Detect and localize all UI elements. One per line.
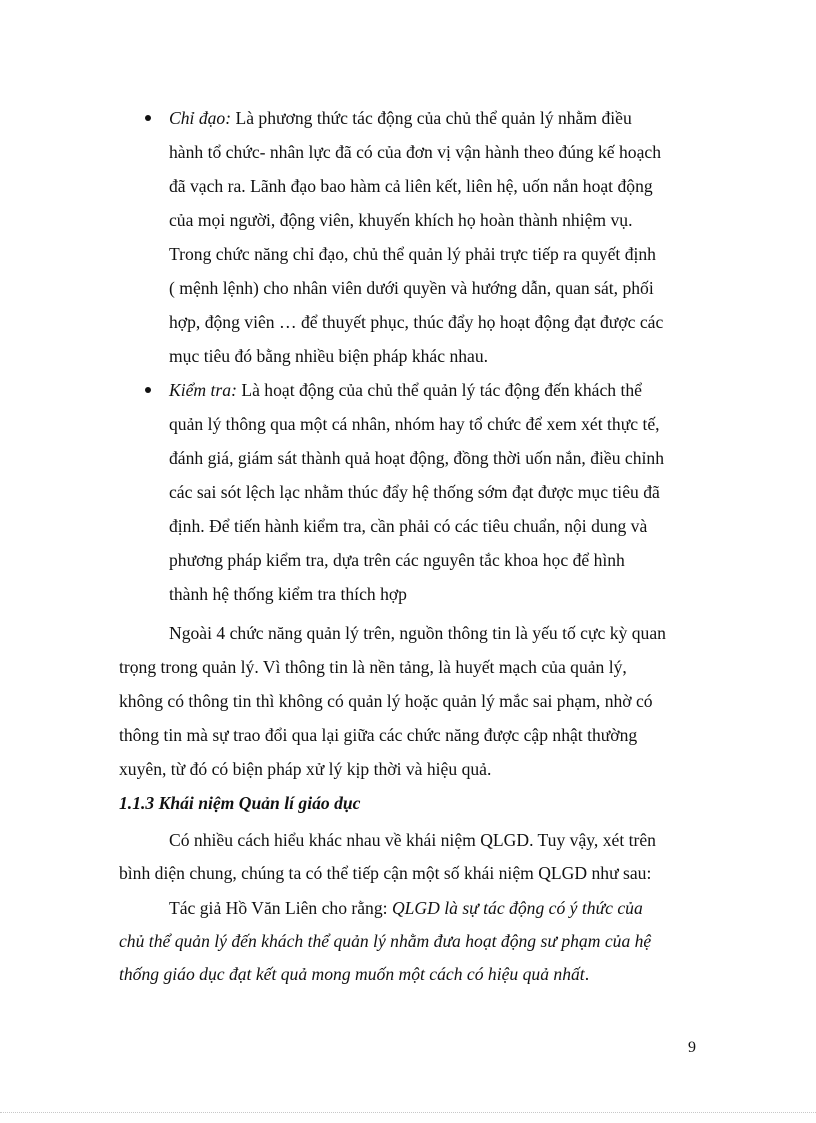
quote-last: thống giáo dục đạt kết quả mong muốn một cách có hiệu quả nhất bbox=[119, 964, 585, 984]
bullet-1-line-4: của mọi người, động viên, khuyến khích họ hoàn thành nhiệm vụ. bbox=[169, 210, 633, 230]
bullet-2-text: Là hoạt động của chủ thể quản lý tác động đến khách thể bbox=[236, 380, 642, 400]
bullet-1-line-8: mục tiêu đó bằng nhiều biện pháp khác nhau. bbox=[169, 346, 489, 366]
bullet-1-line-5: Trong chức năng chỉ đạo, chủ thể quản lý phải trực tiếp ra quyết định bbox=[169, 244, 656, 264]
quote-line-2: chủ thể quản lý đến khách thể quản lý nhằm đưa hoạt động sư phạm của hệ bbox=[119, 931, 652, 951]
paragraph-1-line-5: xuyên, từ đó có biện pháp xử lý kịp thời và hiệu quả. bbox=[119, 759, 492, 779]
paragraph-1-line-1: Ngoài 4 chức năng quản lý trên, nguồn thông tin là yếu tố cực kỳ quan bbox=[169, 623, 666, 643]
paragraph-1-line-4: thông tin mà sự trao đổi qua lại giữa các chức năng được cập nhật thường bbox=[119, 725, 638, 745]
page-edge-divider bbox=[0, 1112, 816, 1113]
bullet-2-term: Kiểm tra: bbox=[169, 380, 237, 400]
quote-line-1 bbox=[169, 897, 643, 919]
bullet-2-line-2: quản lý thông qua một cá nhân, nhóm hay tổ chức để xem xét thực tế, bbox=[169, 414, 660, 434]
bullet-dot-2 bbox=[145, 387, 151, 393]
bullet-2-line-3: đánh giá, giám sát thành quả hoạt động, đồng thời uốn nắn, điều chỉnh bbox=[169, 448, 664, 468]
bullet-1-term: Chỉ đạo: bbox=[169, 108, 232, 128]
paragraph-1-line-3: không có thông tin thì không có quản lý hoặc quản lý mắc sai phạm, nhờ có bbox=[119, 691, 653, 711]
bullet-2-line-1 bbox=[169, 379, 642, 401]
bullet-2-line-6: phương pháp kiểm tra, dựa trên các nguyên tắc khoa học để hình bbox=[169, 550, 625, 570]
bullet-1-line-7: hợp, động viên … để thuyết phục, thúc đẩy họ hoạt động đạt được các bbox=[169, 312, 664, 332]
paragraph-2-line-2: bình diện chung, chúng ta có thể tiếp cận một số khái niệm QLGD như sau: bbox=[119, 863, 652, 883]
paragraph-2-line-1: Có nhiều cách hiểu khác nhau về khái niệm QLGD. Tuy vậy, xét trên bbox=[169, 830, 656, 850]
bullet-1-line-6: ( mệnh lệnh) cho nhân viên dưới quyền và hướng dẫn, quan sát, phối bbox=[169, 278, 654, 298]
quote-line-3 bbox=[119, 963, 589, 985]
bullet-2-line-4: các sai sót lệch lạc nhằm thúc đẩy hệ thống sớm đạt được mục tiêu đã bbox=[169, 482, 660, 502]
page-number: 9 bbox=[688, 1039, 696, 1056]
bullet-1-line-2: hành tổ chức- nhân lực đã có của đơn vị vận hành theo đúng kế hoạch bbox=[169, 142, 662, 162]
bullet-1-line-3: đã vạch ra. Lãnh đạo bao hàm cả liên kết, liên hệ, uốn nắn hoạt động bbox=[169, 176, 653, 196]
bullet-1-text: Là phương thức tác động của chủ thể quản lý nhằm điều bbox=[231, 108, 632, 128]
quote-end: . bbox=[584, 964, 590, 984]
section-heading: 1.1.3 Khái niệm Quản lí giáo dục bbox=[119, 793, 361, 813]
quote-prefix: Tác giả Hồ Văn Liên cho rằng: bbox=[169, 898, 392, 918]
quote-first: QLGD là sự tác động có ý thức của bbox=[391, 898, 643, 918]
bullet-dot-1 bbox=[145, 115, 151, 121]
bullet-2-line-5: định. Để tiến hành kiểm tra, cần phải có các tiêu chuẩn, nội dung và bbox=[169, 516, 648, 536]
bullet-1-line-1 bbox=[169, 107, 632, 129]
bullet-2-line-7: thành hệ thống kiểm tra thích hợp bbox=[169, 584, 407, 604]
paragraph-1-line-2: trọng trong quản lý. Vì thông tin là nền tảng, là huyết mạch của quản lý, bbox=[119, 657, 627, 677]
